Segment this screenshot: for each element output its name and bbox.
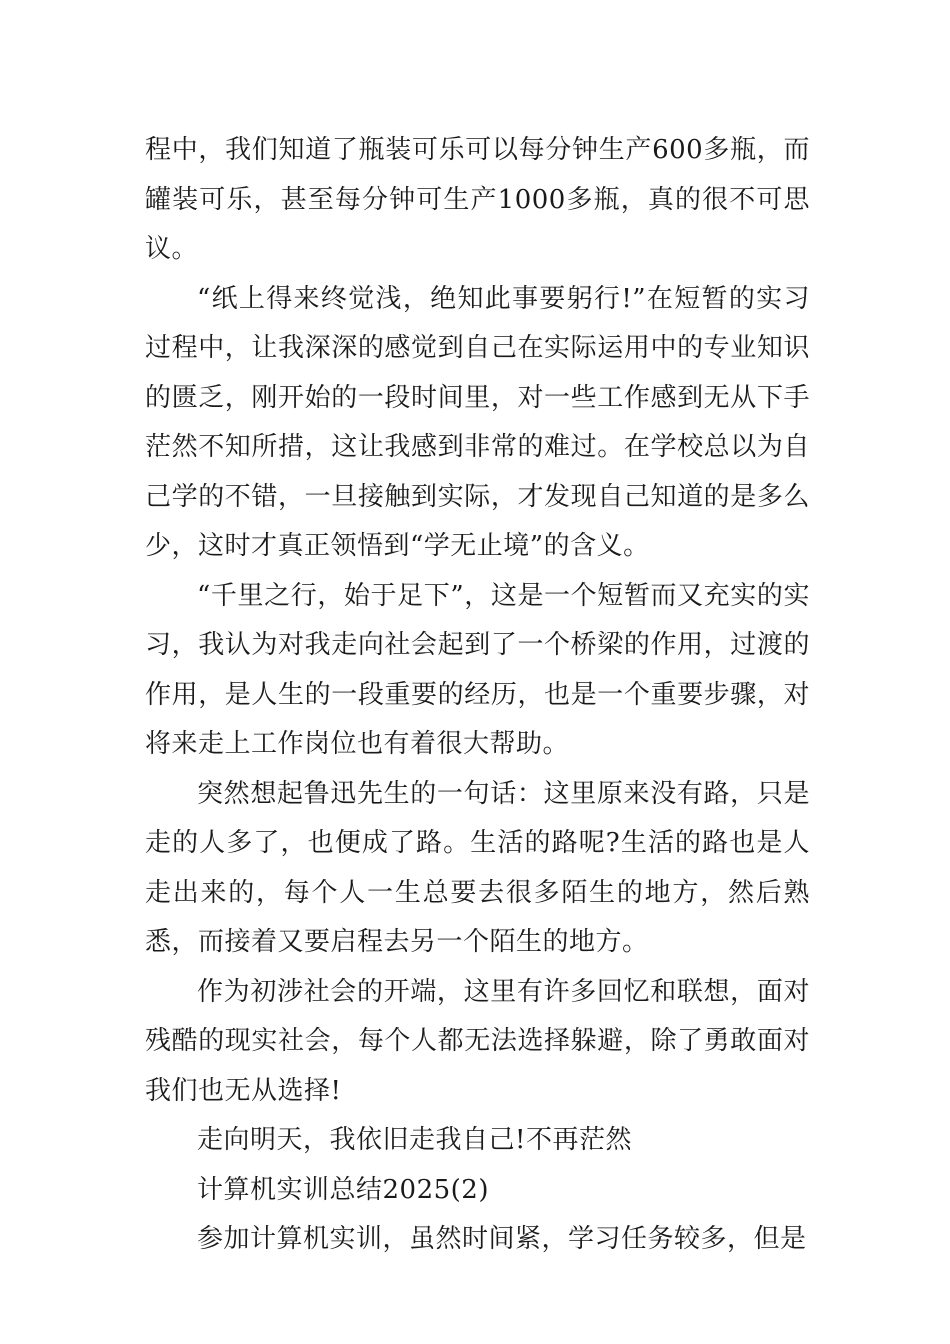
paragraph-lu-xun: 突然想起鲁迅先生的一句话：这里原来没有路，只是走的人多了，也便成了路。生活的路呢?生活的路也是人走出来的，每个人一生总要去很多陌生的地方，然后熟悉，而接着又要启程去另一个陌生的地方。: [145, 778, 810, 957]
paragraph-practice-quote: “纸上得来终觉浅，绝知此事要躬行!”在短暂的实习过程中，让我深深的感觉到自己在实际运用中的专业知识的匮乏，刚开始的一段时间里，对一些工作感到无从下手茫然不知所措，这让我感到非常的难过。在学校总以为自己学的不错，一旦接触到实际，才发现自己知道的是多么少，这时才真正领悟到“学无止境”的含义。: [145, 283, 810, 561]
section-heading: 计算机实训总结2025(2): [197, 1174, 489, 1205]
paragraph-continuation: 程中，我们知道了瓶装可乐可以每分钟生产600多瓶，而罐装可乐，甚至每分钟可生产1000多瓶，真的很不可思议。: [145, 135, 810, 264]
paragraph-training-start: 参加计算机实训，虽然时间紧，学习任务较多，但是: [197, 1224, 807, 1254]
document-body: [145, 126, 810, 1265]
paragraph-society: 作为初涉社会的开端，这里有许多回忆和联想，面对残酷的现实社会，每个人都无法选择躲避，除了勇敢面对我们也无从选择!: [145, 976, 810, 1106]
paragraph-tomorrow: 走向明天，我依旧走我自己!不再茫然: [197, 1125, 632, 1155]
paragraph-journey-quote: “千里之行，始于足下”，这是一个短暂而又充实的实习，我认为对我走向社会起到了一个桥梁的作用，过渡的作用，是人生的一段重要的经历，也是一个重要步骤，对将来走上工作岗位也有着很大帮助。: [145, 580, 810, 759]
